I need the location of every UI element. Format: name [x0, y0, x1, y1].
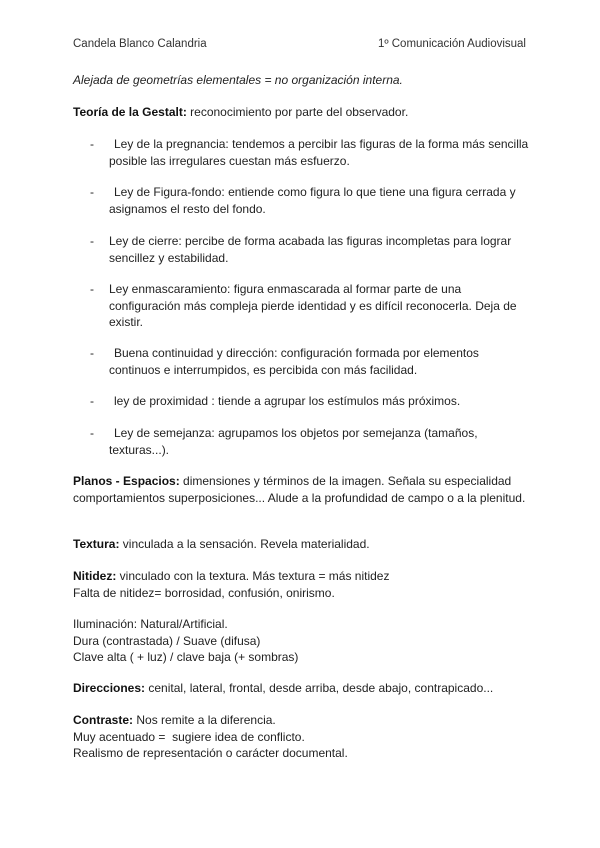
gestalt-heading: [73, 104, 533, 121]
gestalt-title: Teoría de la Gestalt:: [73, 105, 187, 119]
direcciones-title: Direcciones:: [73, 681, 146, 695]
law-text: Ley de la pregnancia: tendemos a percibir las figuras de la forma más sencilla posible las irregulares cuestan más esfuerzo.: [109, 137, 529, 168]
contraste-line2: Muy acentuado = sugiere idea de conflicto.: [73, 729, 305, 744]
law-text: ley de proximidad : tiende a agrupar los estímulos más próximos.: [114, 394, 461, 408]
bullet-dash: -: [90, 282, 94, 296]
direcciones-paragraph: [73, 680, 533, 697]
planos-title: Planos - Espacios:: [73, 474, 180, 488]
nitidez-title: Nitidez:: [73, 569, 117, 583]
nitidez-text: vinculado con la textura. Más textura = más nitidez: [116, 569, 390, 583]
intro-line: Alejada de geometrías elementales = no organización interna.: [73, 73, 403, 87]
textura-text: vinculada a la sensación. Revela materialidad.: [119, 537, 370, 551]
contraste-line3: Realismo de representación o carácter documental.: [73, 746, 348, 760]
contraste-paragraph: [73, 712, 533, 762]
header-course: 1º Comunicación Audiovisual: [377, 38, 526, 50]
textura-title: Textura:: [73, 537, 120, 551]
law-text: Ley enmascaramiento: figura enmascarada al formar parte de una configuración más compleja pierde identidad y es difícil reconocerla. Deja de existir.: [109, 282, 517, 329]
gestalt-text: reconocimiento por parte del observador.: [186, 105, 409, 119]
contraste-text: Nos remite a la diferencia.: [133, 713, 276, 727]
textura-paragraph: [73, 536, 533, 553]
nitidez-paragraph: [73, 568, 533, 601]
bullet-dash: -: [90, 185, 94, 199]
law-text: Ley de cierre: percibe de forma acabada las figuras incompletas para lograr sencillez y estabilidad.: [109, 234, 512, 265]
iluminacion-line3: Clave alta ( + luz) / clave baja (+ sombras): [73, 650, 299, 664]
law-text: Ley de Figura-fondo: entiende como figura lo que tiene una figura cerrada y asignamos el resto del fondo.: [109, 185, 516, 216]
bullet-dash: -: [90, 426, 94, 440]
bullet-dash: -: [90, 346, 94, 360]
iluminacion-paragraph: [73, 616, 533, 666]
iluminacion-line2: Dura (contrastada) / Suave (difusa): [73, 633, 261, 648]
bullet-dash: -: [90, 394, 94, 408]
header-author: Candela Blanco Calandria: [73, 38, 207, 50]
planos-text: dimensiones y términos de la imagen. Señala su especialidad comportamientos superposiciones... Alude a la profundidad de campo o a la plenitud.: [73, 474, 526, 505]
planos-paragraph: [73, 473, 533, 506]
law-text: Buena continuidad y dirección: configuración formada por elementos continuos e interrumpidos, es percibida con más facilidad.: [109, 346, 479, 377]
nitidez-line2: Falta de nitidez= borrosidad, confusión, onirismo.: [73, 585, 335, 600]
bullet-dash: -: [90, 234, 94, 248]
direcciones-text: cenital, lateral, frontal, desde arriba, desde abajo, contrapicado...: [145, 681, 494, 695]
iluminacion-line1: Iluminación: Natural/Artificial.: [73, 617, 228, 631]
contraste-title: Contraste:: [73, 713, 134, 727]
law-text: Ley de semejanza: agrupamos los objetos por semejanza (tamaños, texturas...).: [109, 426, 478, 457]
bullet-dash: -: [90, 137, 94, 151]
